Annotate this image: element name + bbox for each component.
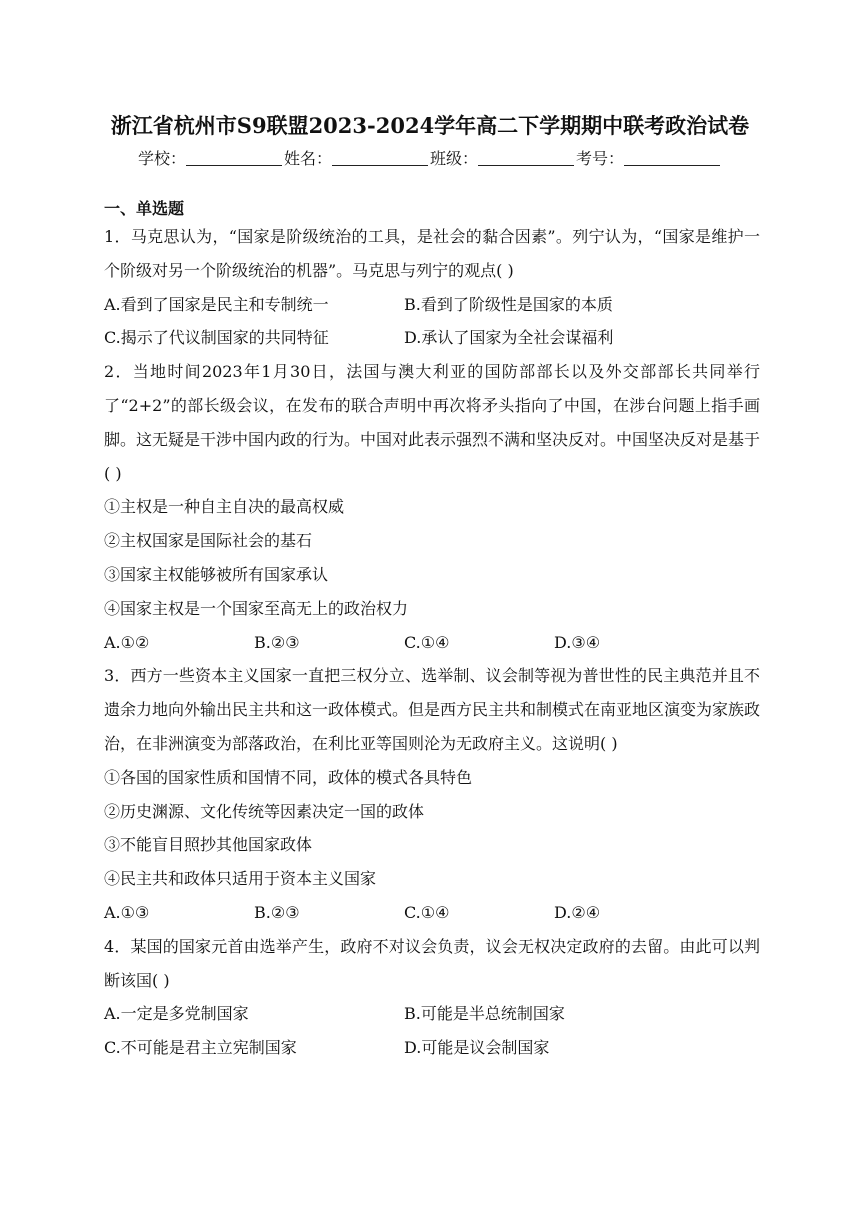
question-4-option-c: C.不可能是君主立宪制国家 — [104, 1038, 297, 1058]
question-4-option-b: B.可能是半总统制国家 — [404, 1004, 565, 1024]
exam-title: 浙江省杭州市S9联盟2023-2024学年高二下学期期中联考政治试卷 — [110, 113, 750, 138]
question-3-option-b: B.②③ — [254, 902, 300, 922]
question-3-stem: 3．西方一些资本主义国家一直把三权分立、选举制、议会制等视为普世性的民主典范并且不遗余力地向外输出民主共和这一政体模式。但是西方民主共和制模式在南亚地区演变为家族政治，在非洲演变为部落政治，在利比亚等国则沦为无政府主义。这说明( ) — [104, 666, 761, 753]
question-4-option-a: A.一定是多党制国家 — [104, 1004, 249, 1024]
question-1-stem: 1．马克思认为，“国家是阶级统治的工具，是社会的黏合因素”。列宁认为，“国家是维护一个阶级对另一个阶级统治的机器”。马克思与列宁的观点( ) — [104, 227, 760, 280]
question-1-option-b: B.看到了阶级性是国家的本质 — [404, 294, 613, 314]
question-2-option-c: C.①④ — [404, 632, 450, 652]
school-label: 学校： — [137, 149, 186, 168]
name-blank — [332, 151, 428, 166]
question-4-options-row-2 — [104, 1031, 760, 1065]
question-3-option-a: A.①③ — [104, 902, 150, 922]
school-blank — [186, 151, 282, 166]
question-3-option-d: D.②④ — [554, 902, 601, 922]
question-2-statement-3: ③国家主权能够被所有国家承认 — [104, 564, 329, 584]
question-1-option-d: D.承认了国家为全社会谋福利 — [404, 328, 614, 348]
question-2-options — [104, 626, 760, 660]
question-2-option-b: B.②③ — [254, 632, 300, 652]
class-blank — [478, 151, 574, 166]
question-3-statement-4: ④民主共和政体只适用于资本主义国家 — [104, 869, 377, 889]
class-label: 班级： — [430, 149, 479, 168]
question-4-option-d: D.可能是议会制国家 — [404, 1038, 550, 1058]
question-1-option-a: A.看到了国家是民主和专制统一 — [104, 294, 329, 314]
question-4-stem: 4．某国的国家元首由选举产生，政府不对议会负责，议会无权决定政府的去留。由此可以判断该国( ) — [104, 936, 760, 990]
question-3-options — [104, 896, 760, 930]
section-heading: 一、单选题 — [104, 199, 185, 218]
question-3-option-c: C.①④ — [404, 902, 450, 922]
question-3-statement-2: ②历史渊源、文化传统等因素决定一国的政体 — [104, 801, 425, 821]
question-2-option-d: D.③④ — [554, 632, 601, 652]
questions — [104, 220, 760, 1065]
question-1-option-c: C.揭示了代议制国家的共同特征 — [104, 328, 329, 348]
exam-number-label: 考号： — [576, 149, 625, 168]
student-info-line — [0, 146, 860, 169]
question-2-statement-1: ①主权是一种自主自决的最高权威 — [104, 497, 345, 517]
question-2-stem: 2．当地时间2023年1月30日，法国与澳大利亚的国防部部长以及外交部部长共同举行了“2+2”的部长级会议，在发布的联合声明中再次将矛头指向了中国，在涉台问题上指手画脚。这无疑是干涉中国内政的行为。中国对此表示强烈不满和坚决反对。中国坚决反对是基于( ) — [104, 362, 761, 483]
question-3-statement-3: ③不能盲目照抄其他国家政体 — [104, 835, 313, 855]
question-2-statement-2: ②主权国家是国际社会的基石 — [104, 531, 313, 551]
question-3-statement-1: ①各国的国家性质和国情不同，政体的模式各具特色 — [104, 767, 473, 787]
exam-number-blank — [624, 151, 720, 166]
question-2-option-a: A.①② — [104, 632, 150, 652]
question-1-options-row-2 — [104, 321, 760, 355]
question-2-statement-4: ④国家主权是一个国家至高无上的政治权力 — [104, 598, 409, 618]
question-1-options-row-1 — [104, 288, 760, 322]
question-4-options-row-1 — [104, 997, 760, 1031]
name-label: 姓名： — [283, 149, 332, 168]
